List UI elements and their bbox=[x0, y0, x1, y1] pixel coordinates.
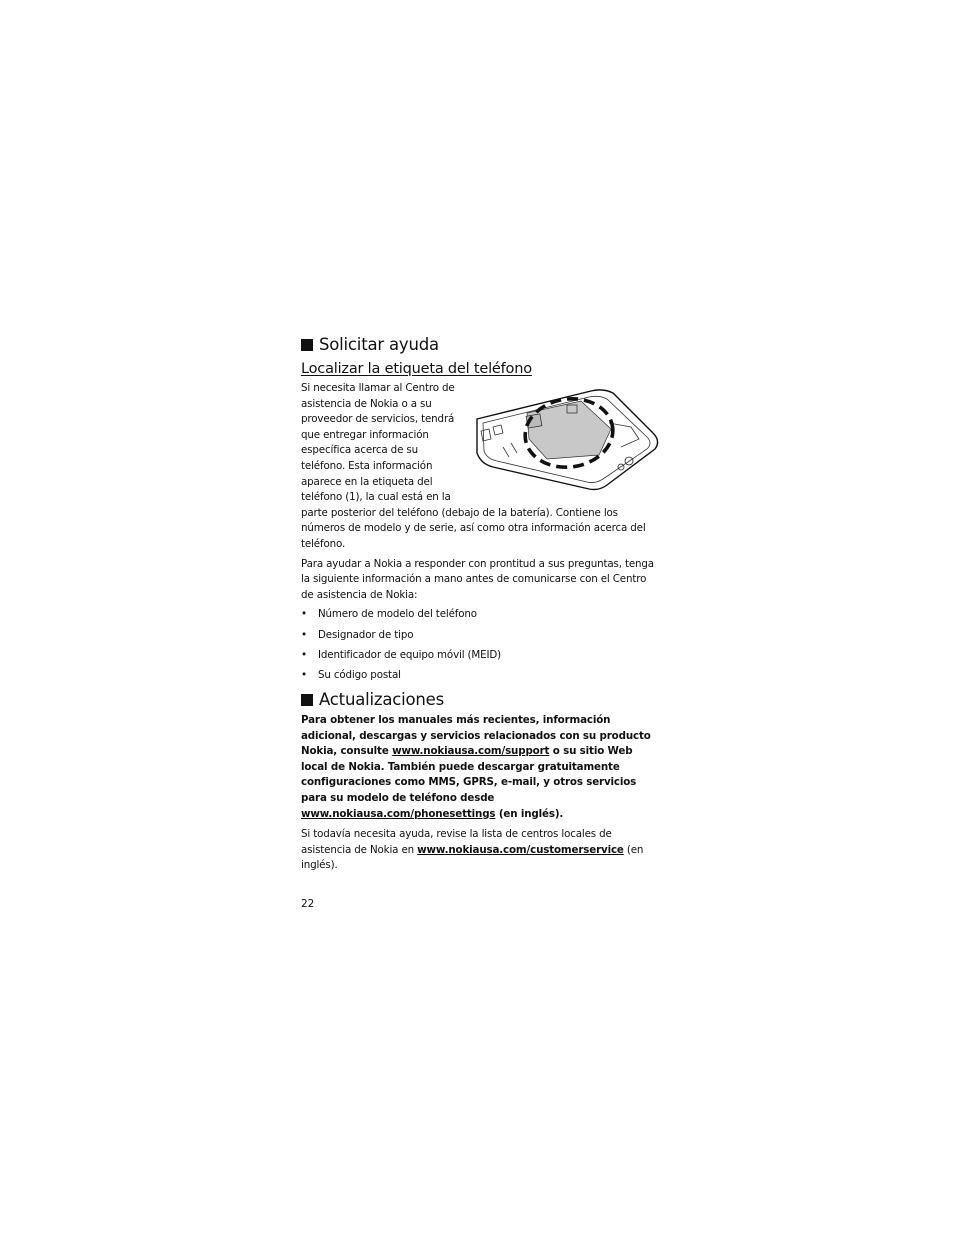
info-list bbox=[301, 607, 659, 688]
section-title: Solicitar ayuda bbox=[319, 335, 439, 354]
page-number: 22 bbox=[301, 898, 315, 910]
heading-square-icon bbox=[301, 694, 313, 706]
section-title: Actualizaciones bbox=[319, 690, 445, 709]
heading-square-icon bbox=[301, 339, 313, 351]
text-span: Si todavía necesita ayuda, revise la lista de centros locales de asistencia de Nokia en bbox=[301, 828, 612, 856]
label-paragraph-block bbox=[301, 381, 659, 553]
list-item: • Designador de tipo bbox=[301, 628, 659, 648]
section-heading bbox=[301, 690, 659, 710]
text-span: o su sitio Web local de Nokia. También puede descargar gratuitamente configuraciones como MMS, GPRS, e-mail, y otros servicios para su modelo de teléfono desde bbox=[301, 745, 637, 804]
info-intro-paragraph: Para ayudar a Nokia a responder con prontitud a sus preguntas, tenga la siguiente información a mano antes de comunicarse con el Centro de asistencia de Nokia: bbox=[301, 557, 654, 601]
list-item: • Número de modelo del teléfono bbox=[301, 607, 659, 627]
text-span: (en inglés). bbox=[495, 807, 564, 820]
subsection-heading: Localizar la etiqueta del teléfono bbox=[301, 361, 532, 377]
section-actualizaciones bbox=[301, 690, 659, 874]
support-link[interactable]: www.nokiausa.com/support bbox=[392, 745, 550, 758]
phone-back-illustration bbox=[471, 387, 661, 495]
section-solicitar-ayuda bbox=[301, 335, 659, 688]
list-item: • Identificador de equipo móvil (MEID) bbox=[301, 648, 659, 668]
section-heading bbox=[301, 335, 659, 355]
phonesettings-link[interactable]: www.nokiausa.com/phonesettings bbox=[301, 807, 496, 820]
text-span: (en inglés). bbox=[301, 843, 644, 872]
help-paragraph bbox=[301, 827, 659, 874]
label-paragraph: Si necesita llamar al Centro de asistencia de Nokia o a su proveedor de servicios, tendrá que entregar información específica acerca de su teléfono. Esta información aparece en la etiqueta del teléfono (1), la cual está en la parte posterior del teléfono (debajo de la batería). Contiene los números de modelo y de serie, así como otra información acerca del teléfono. bbox=[301, 382, 646, 550]
text-span: Para obtener los manuales más recientes, información adicional, descargas y servicios relacionados con su producto Nokia, consulte bbox=[301, 714, 651, 758]
customerservice-link[interactable]: www.nokiausa.com/customerservice bbox=[417, 843, 624, 856]
list-item: • Su código postal bbox=[301, 668, 659, 688]
updates-paragraph bbox=[301, 713, 659, 822]
